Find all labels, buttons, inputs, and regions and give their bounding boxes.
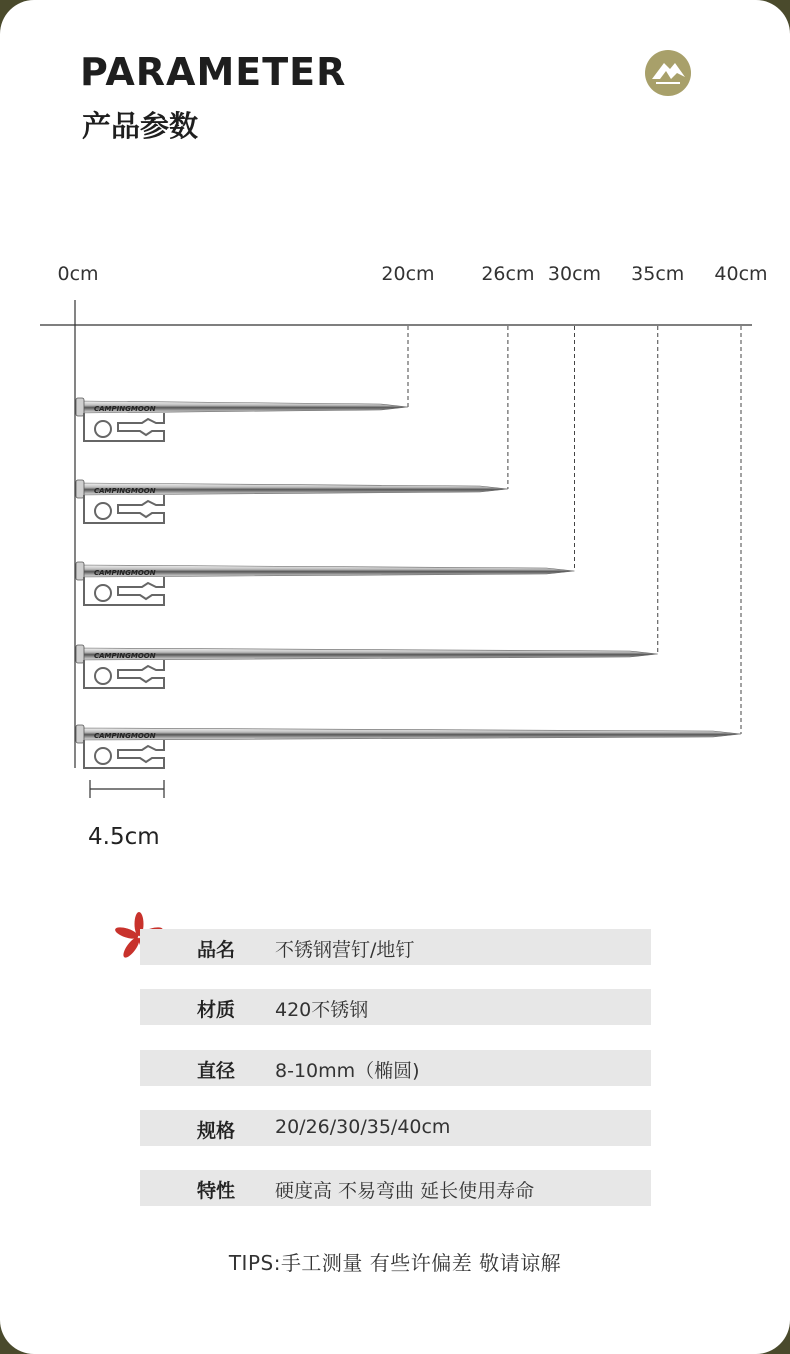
- page-subtitle: 产品参数: [82, 109, 199, 143]
- page-title: PARAMETER: [80, 50, 347, 94]
- stake-shaft: [78, 648, 658, 660]
- stake-hole: [95, 668, 111, 684]
- spec-value: 20/26/30/35/40cm: [275, 1116, 451, 1138]
- spec-value: 不锈钢营钉/地钉: [275, 939, 415, 961]
- stake-hole: [95, 421, 111, 437]
- tick-label-0: 0cm: [57, 263, 99, 285]
- spec-label: 特性: [197, 1180, 236, 1202]
- tent-stake-30cm: [76, 326, 575, 605]
- head-width-bracket: [90, 780, 164, 798]
- stake-hole: [95, 748, 111, 764]
- spec-label: 直径: [197, 1060, 236, 1082]
- tent-stake-20cm: [76, 326, 408, 441]
- spec-value: 硬度高 不易弯曲 延长使用寿命: [275, 1180, 535, 1202]
- tent-stake-35cm: [76, 326, 658, 688]
- stake-brand-text: CAMPINGMOON: [94, 652, 156, 660]
- stake-brand-text: CAMPINGMOON: [94, 487, 156, 495]
- tick-label-40: 40cm: [714, 263, 768, 285]
- tick-label-35: 35cm: [631, 263, 685, 285]
- spec-row: [140, 1110, 651, 1146]
- stake-brand-text: CAMPINGMOON: [94, 405, 156, 413]
- spec-label: 规格: [197, 1120, 236, 1142]
- spec-row: [140, 989, 651, 1025]
- tick-label-20: 20cm: [381, 263, 435, 285]
- spec-label: 材质: [197, 999, 236, 1021]
- spec-row: [140, 929, 651, 965]
- stake-shaft: [78, 728, 741, 740]
- spec-value: 8-10mm（椭圆): [275, 1060, 420, 1082]
- spec-value: 420不锈钢: [275, 999, 369, 1021]
- spec-label: 品名: [197, 939, 236, 961]
- spec-row: [140, 1170, 651, 1206]
- stake-head-cap: [76, 645, 84, 663]
- stake-hole: [95, 503, 111, 519]
- stake-brand-text: CAMPINGMOON: [94, 732, 156, 740]
- head-width-label: 4.5cm: [88, 824, 160, 850]
- stake-brand-text: CAMPINGMOON: [94, 569, 156, 577]
- tent-stake-26cm: [76, 326, 508, 523]
- stake-head-cap: [76, 725, 84, 743]
- stake-head-cap: [76, 480, 84, 498]
- tick-label-30: 30cm: [547, 263, 602, 285]
- stake-head-cap: [76, 398, 84, 416]
- tick-label-26: 26cm: [481, 263, 535, 285]
- stake-head-cap: [76, 562, 84, 580]
- spec-row: [140, 1050, 651, 1086]
- stake-hole: [95, 585, 111, 601]
- tips-note: TIPS:手工测量 有些许偏差 敬请谅解: [228, 1251, 562, 1275]
